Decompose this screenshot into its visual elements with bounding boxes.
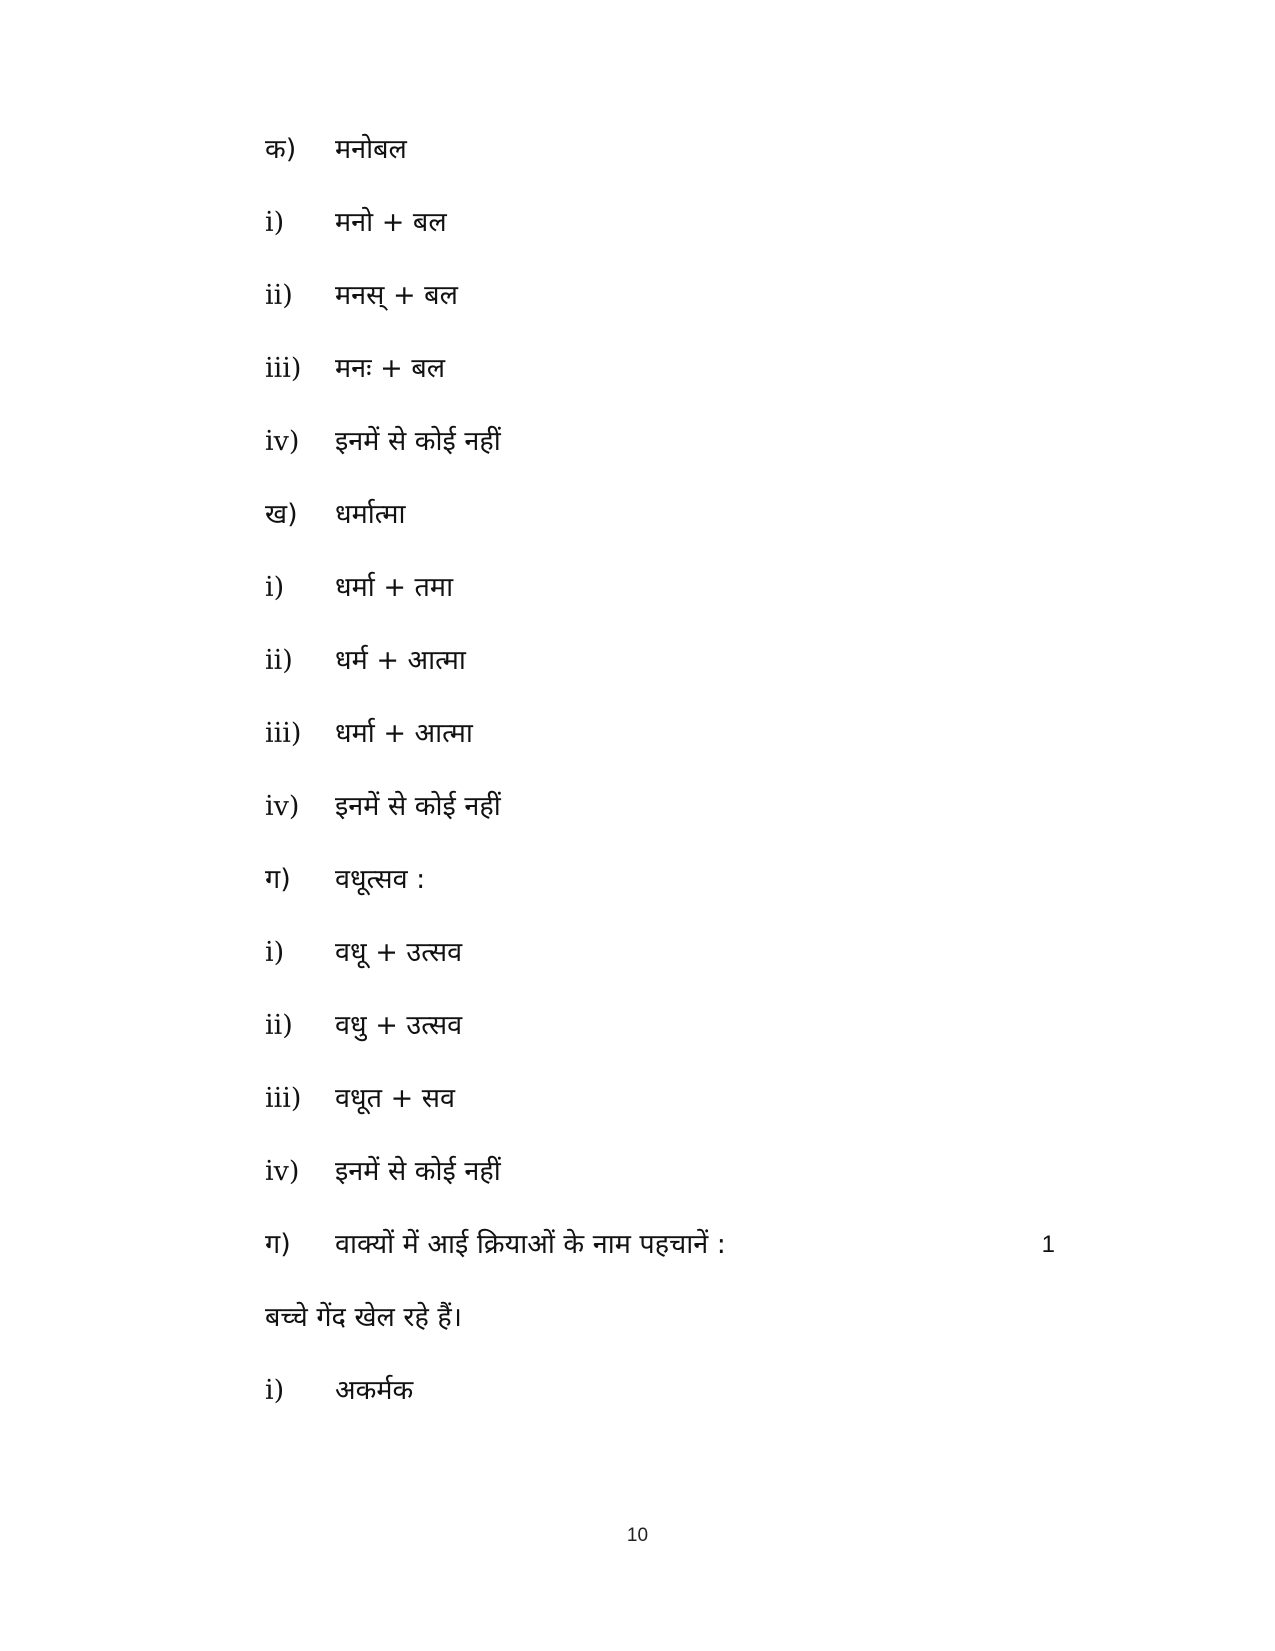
item-text: वधू + उत्सव [335, 937, 463, 968]
item-marker: ii) [265, 1010, 293, 1041]
item-text: इनमें से कोई नहीं [335, 426, 501, 457]
option-item [265, 709, 1095, 759]
item-marker: iii) [265, 353, 302, 384]
item-marker: iv) [265, 1156, 300, 1187]
item-marker: ii) [265, 280, 293, 311]
item-marker: ग) [265, 864, 291, 895]
option-item [265, 928, 1095, 978]
option-item [265, 782, 1095, 832]
item-marker: ii) [265, 645, 293, 676]
item-text: वधु + उत्सव [335, 1010, 463, 1041]
option-item [265, 636, 1095, 686]
item-text: धर्म + आत्मा [335, 645, 466, 676]
sentence-text: बच्चे गेंद खेल रहे हैं। [265, 1302, 462, 1333]
example-sentence [265, 1293, 1095, 1343]
item-text: वधूत्सव : [335, 864, 426, 895]
item-marker: i) [265, 572, 285, 603]
item-marker: i) [265, 937, 285, 968]
option-item [265, 1366, 1095, 1416]
item-text: मनो + बल [335, 207, 447, 238]
option-item [265, 271, 1095, 321]
item-marker: क) [265, 134, 297, 165]
section-heading-kha [265, 490, 1095, 540]
item-text: वधूत + सव [335, 1083, 456, 1114]
section-heading-ga [265, 855, 1095, 905]
option-item [265, 1001, 1095, 1051]
option-item [265, 344, 1095, 394]
item-marker: iv) [265, 426, 300, 457]
item-text: मनोबल [335, 134, 407, 165]
item-text: धर्मात्मा [335, 499, 406, 530]
item-text: धर्मा + आत्मा [335, 718, 473, 749]
option-item [265, 1147, 1095, 1197]
option-item [265, 417, 1095, 467]
option-item [265, 198, 1095, 248]
option-item [265, 563, 1095, 613]
item-marker: iii) [265, 1083, 302, 1114]
item-marker: iv) [265, 791, 300, 822]
section-heading-ka [265, 125, 1095, 175]
item-marker: ख) [265, 499, 298, 530]
item-text: मनस् + बल [335, 280, 458, 311]
item-marker: i) [265, 207, 285, 238]
question-text: वाक्यों में आई क्रियाओं के नाम पहचानें : [335, 1229, 726, 1260]
item-marker: ग) [265, 1229, 291, 1260]
item-text: धर्मा + तमा [335, 572, 454, 603]
option-item [265, 1074, 1095, 1124]
item-text: इनमें से कोई नहीं [335, 1156, 501, 1187]
item-marker: iii) [265, 718, 302, 749]
item-text: अकर्मक [335, 1375, 414, 1406]
item-text: इनमें से कोई नहीं [335, 791, 501, 822]
item-text: मनः + बल [335, 353, 446, 384]
question-marks: 1 [1041, 1231, 1055, 1258]
question-heading [265, 1220, 1095, 1270]
item-marker: i) [265, 1375, 285, 1406]
page-number: 10 [626, 1525, 649, 1546]
